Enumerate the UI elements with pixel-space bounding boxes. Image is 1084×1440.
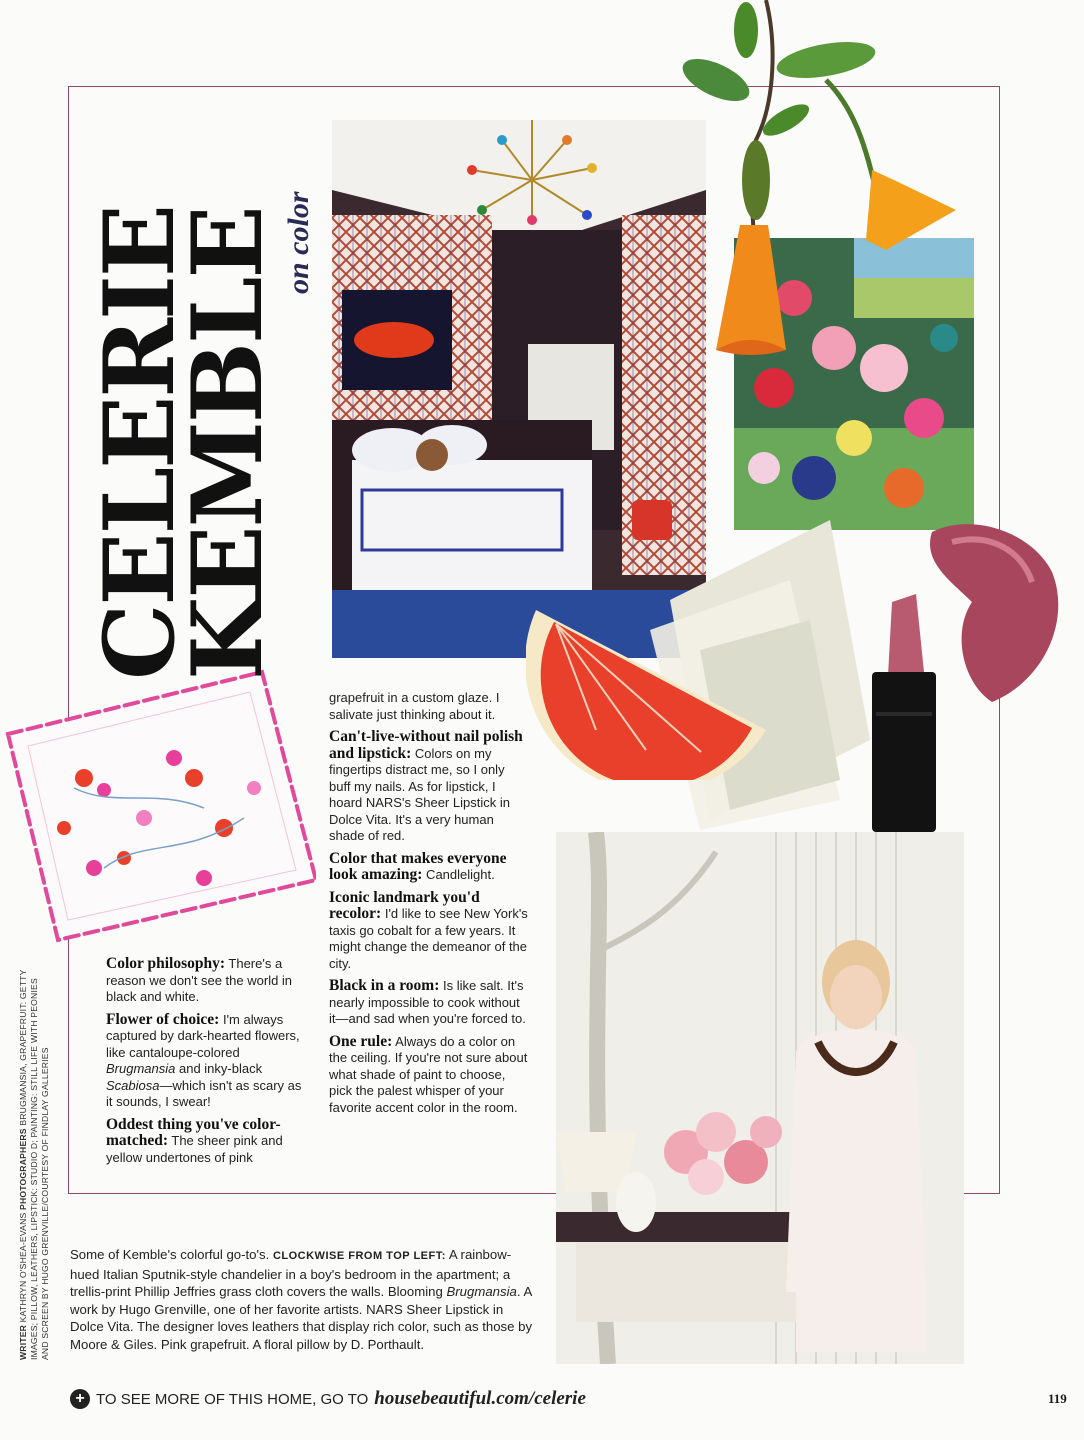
qa-color-philosophy: Color philosophy: There's a reason we don't see the world in black and white. [106, 955, 293, 1004]
footer-link[interactable]: housebeautiful.com/celerie [374, 1388, 586, 1409]
lipstick-photo [862, 512, 1072, 832]
qa-black-room: Black in a room: Is like salt. It's nearly impossible to cook without it—and sad when you're forced to. [329, 977, 526, 1026]
qa-oddest-thing: Oddest thing you've color-matched: The sheer pink and yellow undertones of pink [106, 1115, 283, 1165]
title-block [83, 120, 316, 680]
qa-intro-text: grapefruit in a custom glaze. I salivate just thinking about it. [329, 690, 500, 722]
grapefruit-photo [526, 600, 776, 780]
qa-landmark: Iconic landmark you'd recolor: I'd like to see New York's taxis go cobalt for a few years. It might change the demeanor of the city. [329, 888, 528, 971]
photo-credits: WRITER KATHRYN O'SHEA-EVANS PHOTOGRAPHERS BRUGMANSIA, GRAPEFRUIT: GETTY IMAGES; PILLOW, LEATHERS, LIPSTICK: STUDIO D; PAINTING: STILL LIFE WITH PEONIES AND SCREEN BY HUGO GRENVILLE/COURTESY OF FINDLAY GALLERIES [18, 969, 50, 1360]
page-number: 119 [1048, 1391, 1067, 1406]
qa-left-column [106, 956, 306, 1172]
photo-caption: Some of Kemble's colorful go-to's. CLOCKWISE FROM TOP LEFT: A rainbow-hued Italian Sputnik-style chandelier in a boy's bedroom in the apartment; a trellis-print Phillip Jeffries grass cloth covers the walls. Blooming Brugmansia. A work by Hugo Grenville, one of her favorite artists. NARS Sheer Lipstick in Dolce Vita. The designer loves leathers that display rich color, such as those by Moore & Giles. Pink grapefruit. A floral pillow by D. Porthault. [70, 1247, 533, 1352]
qa-one-rule: One rule: Always do a color on the ceiling. If you're not sure about what shade of paint to choose, pick the palest whisper of your favorite accent color in the room. [329, 1032, 528, 1115]
qa-right-column [329, 690, 529, 1122]
title-line-2: KEMBLE [171, 207, 284, 680]
pillow-photo [4, 668, 316, 944]
qa-flower-of-choice: Flower of choice: I'm always captured by dark-hearted flowers, like cantaloupe-colored Brugmansia and inky-black Scabiosa—which isn't as scary as it sounds, I swear! [106, 1010, 302, 1109]
title-subtitle: on color [282, 191, 315, 294]
title-line-1: CELERIE [83, 205, 196, 680]
qa-color-amazing: Color that makes everyone look amazing: Candlelight. [329, 849, 507, 883]
footer-text: TO SEE MORE OF THIS HOME, GO TO [96, 1390, 369, 1408]
qa-nail-polish: Can't-live-without nail polish and lipstick: Colors on my fingertips distract me, so I only buff my nails. As for lipstick, I hoard NARS's Sheer Lipstick in Dolce Vita. It's a very human shade of red. [329, 728, 523, 843]
footer [70, 1386, 1010, 1412]
brugmansia-photo [676, 0, 976, 360]
plus-icon: + [70, 1389, 90, 1409]
portrait-photo [556, 832, 964, 1364]
